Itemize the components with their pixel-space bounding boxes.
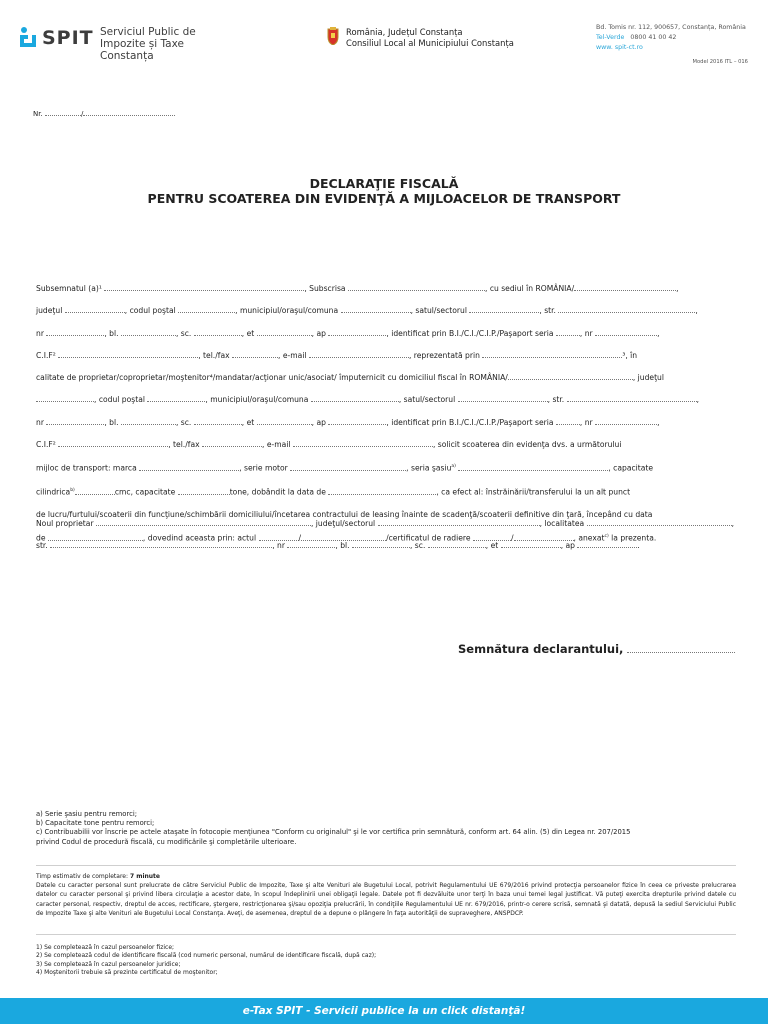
note-c-cont: privind Codul de procedură fiscală, cu modificările şi completările ulterioare. — [36, 837, 297, 846]
spit-logo-icon — [18, 26, 38, 50]
label-sc: , sc. — [175, 328, 192, 338]
label-subsemnatul: Subsemnatul (a)¹ — [36, 284, 102, 293]
label-tel-2: , tel./fax — [168, 440, 200, 450]
label-ap: , ap — [311, 328, 326, 338]
field-sc-2[interactable] — [194, 418, 242, 425]
logo-subtitle-line-2: Impozite și Taxe Constanța — [100, 38, 184, 62]
footnote-1: 1) Se completează în cazul persoanelor fizice; — [36, 944, 175, 951]
field-email-2[interactable] — [293, 440, 433, 447]
period: . — [637, 541, 640, 551]
field-et-2[interactable] — [257, 418, 312, 425]
footnote-4: 4) Moştenitorii trebuie să prezinte certificatul de moştenitor; — [36, 969, 218, 977]
label-serie-motor: , serie motor — [239, 463, 288, 473]
logo-subtitle-line-1: Serviciul Public de — [100, 26, 196, 38]
field-bl-2[interactable] — [121, 418, 176, 425]
label-cmc: cmc, capacitate — [114, 487, 176, 497]
label-bl-owner: , bl. — [335, 541, 350, 551]
field-email[interactable] — [309, 351, 409, 358]
comma: , — [695, 306, 698, 316]
label-serie-sasiu: , seria şasiu — [406, 463, 452, 473]
label-sediu: , cu sediul în ROMÂNIA/ — [485, 284, 575, 293]
footnotes — [36, 944, 736, 978]
label-data-dobandire: tone, dobândit la data de — [229, 487, 326, 497]
label-et-owner: , et — [485, 541, 499, 551]
field-marca[interactable] — [139, 464, 239, 471]
field-sc[interactable] — [194, 329, 242, 336]
form-line-4 — [36, 345, 736, 367]
time-estimate — [36, 872, 736, 881]
divider — [36, 865, 736, 866]
gov-line-2: Consiliul Local al Municipiului Constanța — [346, 38, 514, 48]
form-line-11: de lucru/furtului/scoaterii din funcţiune/schimbării domiciliului/încetarea contractului de leasing înainte de scadenţă/scoaterii definitive din ţară, începând cu data — [36, 510, 653, 520]
field-ap-owner[interactable] — [577, 541, 640, 551]
field-et-owner[interactable] — [501, 541, 561, 548]
label-localitate: , municipiul/oraşul/comuna — [235, 306, 339, 316]
label-bl: , bl. — [104, 328, 119, 338]
label-str-owner: str. — [36, 541, 48, 551]
field-nr-act[interactable] — [595, 328, 660, 338]
label-ap-2: , ap — [311, 417, 326, 427]
field-domiciliu[interactable] — [508, 373, 633, 380]
label-bl-2: , bl. — [104, 417, 119, 427]
label-judet-sector: , judeţul/sectorul — [310, 519, 376, 528]
form-line-7 — [36, 412, 736, 434]
label-in: ³, în — [622, 350, 638, 360]
crest-icon — [325, 27, 341, 45]
field-tone[interactable] — [178, 488, 230, 495]
field-nr-2[interactable] — [46, 418, 104, 425]
contact-info — [596, 23, 746, 53]
label-cif-2: C.I.F² — [36, 440, 56, 450]
label-cod-postal-2: , codul poştal — [94, 395, 145, 405]
field-ap-2[interactable] — [328, 418, 386, 425]
spit-logo — [18, 25, 228, 62]
field-sc-owner[interactable] — [428, 541, 486, 548]
model-code: Model 2016 ITL – 016 — [692, 59, 748, 65]
comma: , — [731, 519, 735, 528]
label-identificat-2: , identificat prin B.I./C.I./C.I.P./Paşaport seria — [386, 417, 554, 427]
label-email-2: , e-mail — [262, 440, 291, 450]
field-company[interactable] — [348, 284, 485, 291]
slash: / — [510, 533, 514, 543]
field-sediu[interactable] — [574, 284, 679, 293]
field-localitate[interactable] — [341, 306, 411, 313]
label-judet: judeţul — [36, 306, 63, 316]
label-de: de — [36, 533, 46, 543]
owner-line-1 — [36, 513, 736, 535]
field-sat-2[interactable] — [458, 395, 548, 402]
nr-field[interactable] — [45, 109, 84, 118]
privacy-notice — [36, 872, 736, 918]
comma: , — [696, 395, 700, 405]
label-nr: nr — [36, 328, 44, 338]
label-identificat: , identificat prin B.I./C.I./C.I.P./Paşaport seria — [386, 328, 554, 338]
form-line-8 — [36, 434, 736, 456]
field-nr[interactable] — [46, 329, 104, 336]
comma: , — [676, 284, 679, 293]
owner-line-2 — [36, 535, 736, 557]
field-nr-owner[interactable] — [287, 541, 335, 548]
field-bl[interactable] — [121, 329, 176, 336]
field-name[interactable] — [104, 284, 304, 291]
field-cmc[interactable] — [75, 488, 115, 495]
time-value: 7 minute — [129, 873, 160, 880]
field-seria-2[interactable] — [556, 418, 580, 425]
time-label: Timp estimativ de completare: — [36, 873, 129, 880]
telverde-row — [596, 33, 746, 43]
signature-block — [458, 642, 735, 656]
label-nr-act: , nr — [579, 328, 593, 338]
field-judet-2[interactable] — [36, 395, 94, 402]
divider — [36, 934, 736, 935]
new-owner-section — [36, 513, 736, 558]
document-subtitle: PENTRU SCOATEREA DIN EVIDENŢĂ A MIJLOACELOR DE TRANSPORT — [147, 191, 621, 206]
field-judet-sector[interactable] — [378, 519, 540, 526]
label-certificat-radiere: /certificatul de radiere — [386, 533, 471, 543]
form-line-5 — [36, 367, 736, 389]
signature-label: Semnătura declarantului, — [458, 642, 624, 656]
logo-text: SPIT — [42, 27, 94, 49]
field-localitatea[interactable] — [587, 519, 735, 528]
telverde-number: 0800 41 00 42 — [630, 34, 677, 41]
label-subscrisa: , Subscrisa — [304, 284, 346, 293]
label-calitate: calitate de proprietar/coproprietar/moştenitor⁴/mandatar/acţionar unic/asociat/ împuternicit cu domiciliul fiscal în ROMÂNIA/ — [36, 373, 508, 383]
footnote-2: 2) Se completează codul de identificare fiscală (cod numeric personal, numărul de identificare fiscală, după caz); — [36, 952, 377, 960]
label-marca: mijloc de transport: marca — [36, 463, 137, 473]
comma: , — [657, 328, 660, 338]
slash: / — [298, 533, 302, 543]
field-str-2[interactable] — [567, 395, 700, 405]
label-anexat: , anexat — [573, 533, 605, 543]
field-localitate-2[interactable] — [311, 395, 399, 402]
address: Bd. Tomis nr. 112, 900657, Constanța, România — [596, 24, 746, 31]
label-localitate-2: , municipiul/oraşul/comuna — [205, 395, 309, 405]
field-seria[interactable] — [556, 329, 580, 336]
label-cod-postal: , codul poştal — [124, 306, 176, 316]
label-et: , et — [241, 328, 255, 338]
telverde-label: Tel-Verde — [596, 34, 625, 41]
form-line-10 — [36, 480, 736, 504]
label-email: , e-mail — [278, 350, 307, 360]
label-sc-2: , sc. — [175, 417, 192, 427]
field-serie-motor[interactable] — [290, 464, 406, 471]
label-str-2: , str. — [547, 395, 565, 405]
label-solicit: , solicit scoaterea din evidenţa dvs. a următorului — [432, 440, 622, 450]
footnote-3: 3) Se completează în cazul persoanelor juridice; — [36, 960, 181, 968]
field-reprezentant[interactable] — [482, 351, 622, 358]
note-a: a) Serie şasiu pentru remorci; — [36, 810, 138, 818]
website-link[interactable]: www. spit-ct.ro — [596, 44, 643, 51]
field-cod-postal-2[interactable] — [147, 395, 205, 402]
form-line-9 — [36, 456, 736, 480]
label-judet-2: , judeţul — [632, 373, 664, 383]
label-cilindrica: cilindrica — [36, 487, 71, 497]
field-sat[interactable] — [469, 306, 539, 313]
field-str[interactable] — [558, 306, 698, 316]
note-c: c) Contribuabilii vor înscrie pe actele ataşate în fotocopie menţiunea "Conform cu originalul" şi le vor certifica prin semnătură, conform art. 64 alin. (5) din Legea nr. 207/2015 — [36, 828, 631, 837]
footnote-ref-a: a) — [451, 464, 456, 470]
notes — [36, 810, 736, 847]
label-dovedind: , dovedind aceasta prin: actul — [142, 533, 257, 543]
label-cif: C.I.F² — [36, 350, 56, 360]
privacy-text: Datele cu caracter personal sunt prelucrate de către Serviciul Public de Impozite, Taxe şi alte Venituri ale Bugetului Local, potrivit Regulamentului UE 679/2016 privind protecţia persoanelor fizice în ceea ce priveste prelucrarea datelor cu caracter personal şi privind libera circulaţie a acestor date, în scopul îndeplinirii unei obligaţii legale. Datele pot fi dezvăluite unor terţi în baza unui temei legal justificat. Vă puteţi exercita drepturile privind datele cu caracter personal, respectiv, dreptul de acces, rectificare, ştergere, restricţionarea şi/sau opoziţia prelucrării, în condiţiile Regulamentului UE nr. 679/2016, printr-o cerere scrisă, semnată şi datată, depusă la sediul Serviciului Public de Impozite Taxe şi alte Venituri ale Bugetului Local Constanţa. Aveţi, de asemenea, dreptul de a depune o plângere în faţa autorităţii de supraveghere, ANSPDCP. — [36, 882, 736, 917]
field-nr-act-2[interactable] — [595, 417, 660, 427]
form-line-1 — [36, 278, 736, 300]
label-tel: , tel./fax — [198, 350, 230, 360]
logo-subtitle — [100, 26, 228, 62]
field-noul-proprietar[interactable] — [96, 519, 311, 526]
field-judet[interactable] — [65, 306, 125, 313]
gov-line-1: România, Județul Constanța — [346, 27, 463, 37]
signature-field[interactable] — [627, 648, 735, 653]
label-localitatea: , localitatea — [539, 519, 585, 528]
field-serie-sasiu[interactable] — [458, 464, 608, 471]
government-heading — [346, 27, 514, 49]
label-sat-2: , satul/sectorul — [398, 395, 456, 405]
form-line-6 — [36, 389, 736, 411]
field-str-owner[interactable] — [50, 541, 272, 548]
field-data-dobandire[interactable] — [328, 488, 436, 495]
form-line-2 — [36, 300, 736, 322]
footer-banner-text[interactable]: e-Tax SPIT - Servicii publice la un click distanţă! — [242, 1005, 526, 1017]
nr-separator: / — [80, 110, 84, 118]
label-sat: , satul/sectorul — [410, 306, 467, 316]
label-ap-owner: , ap — [560, 541, 575, 551]
note-b: b) Capacitate tone pentru remorci; — [36, 819, 155, 828]
label-noul-proprietar: Noul proprietar — [36, 519, 94, 528]
label-nr-act-2: , nr — [579, 417, 593, 427]
footnote-ref-b: b) — [70, 488, 75, 494]
field-et[interactable] — [257, 329, 312, 336]
form-line-3 — [36, 323, 736, 345]
label-nr-owner: , nr — [272, 541, 285, 551]
field-tel[interactable] — [232, 351, 278, 358]
label-reprezentata: , reprezentată prin — [408, 350, 480, 360]
field-bl-owner[interactable] — [352, 541, 410, 548]
registration-number — [33, 109, 175, 118]
label-str: , str. — [539, 306, 556, 316]
footnote-ref-c: c) — [604, 534, 609, 540]
field-cif-2[interactable] — [58, 440, 168, 447]
comma: , — [657, 417, 660, 427]
nr-label: Nr. — [33, 110, 43, 118]
label-sc-owner: , sc. — [409, 541, 426, 551]
label-nr-2: nr — [36, 417, 44, 427]
label-et-2: , et — [241, 417, 255, 427]
label-la-prezenta: la prezenta. — [611, 533, 657, 543]
field-tel-2[interactable] — [202, 440, 262, 447]
declaration-body — [36, 278, 736, 550]
field-ap[interactable] — [328, 329, 386, 336]
document-title: DECLARAŢIE FISCALĂ — [309, 176, 459, 191]
field-cif[interactable] — [58, 351, 198, 358]
label-efect: , ca efect al: înstrăinării/transferului la un alt punct — [436, 487, 631, 497]
label-capacitate: , capacitate — [608, 463, 654, 473]
field-cod-postal[interactable] — [178, 306, 235, 313]
nr-date-field[interactable] — [80, 109, 175, 118]
